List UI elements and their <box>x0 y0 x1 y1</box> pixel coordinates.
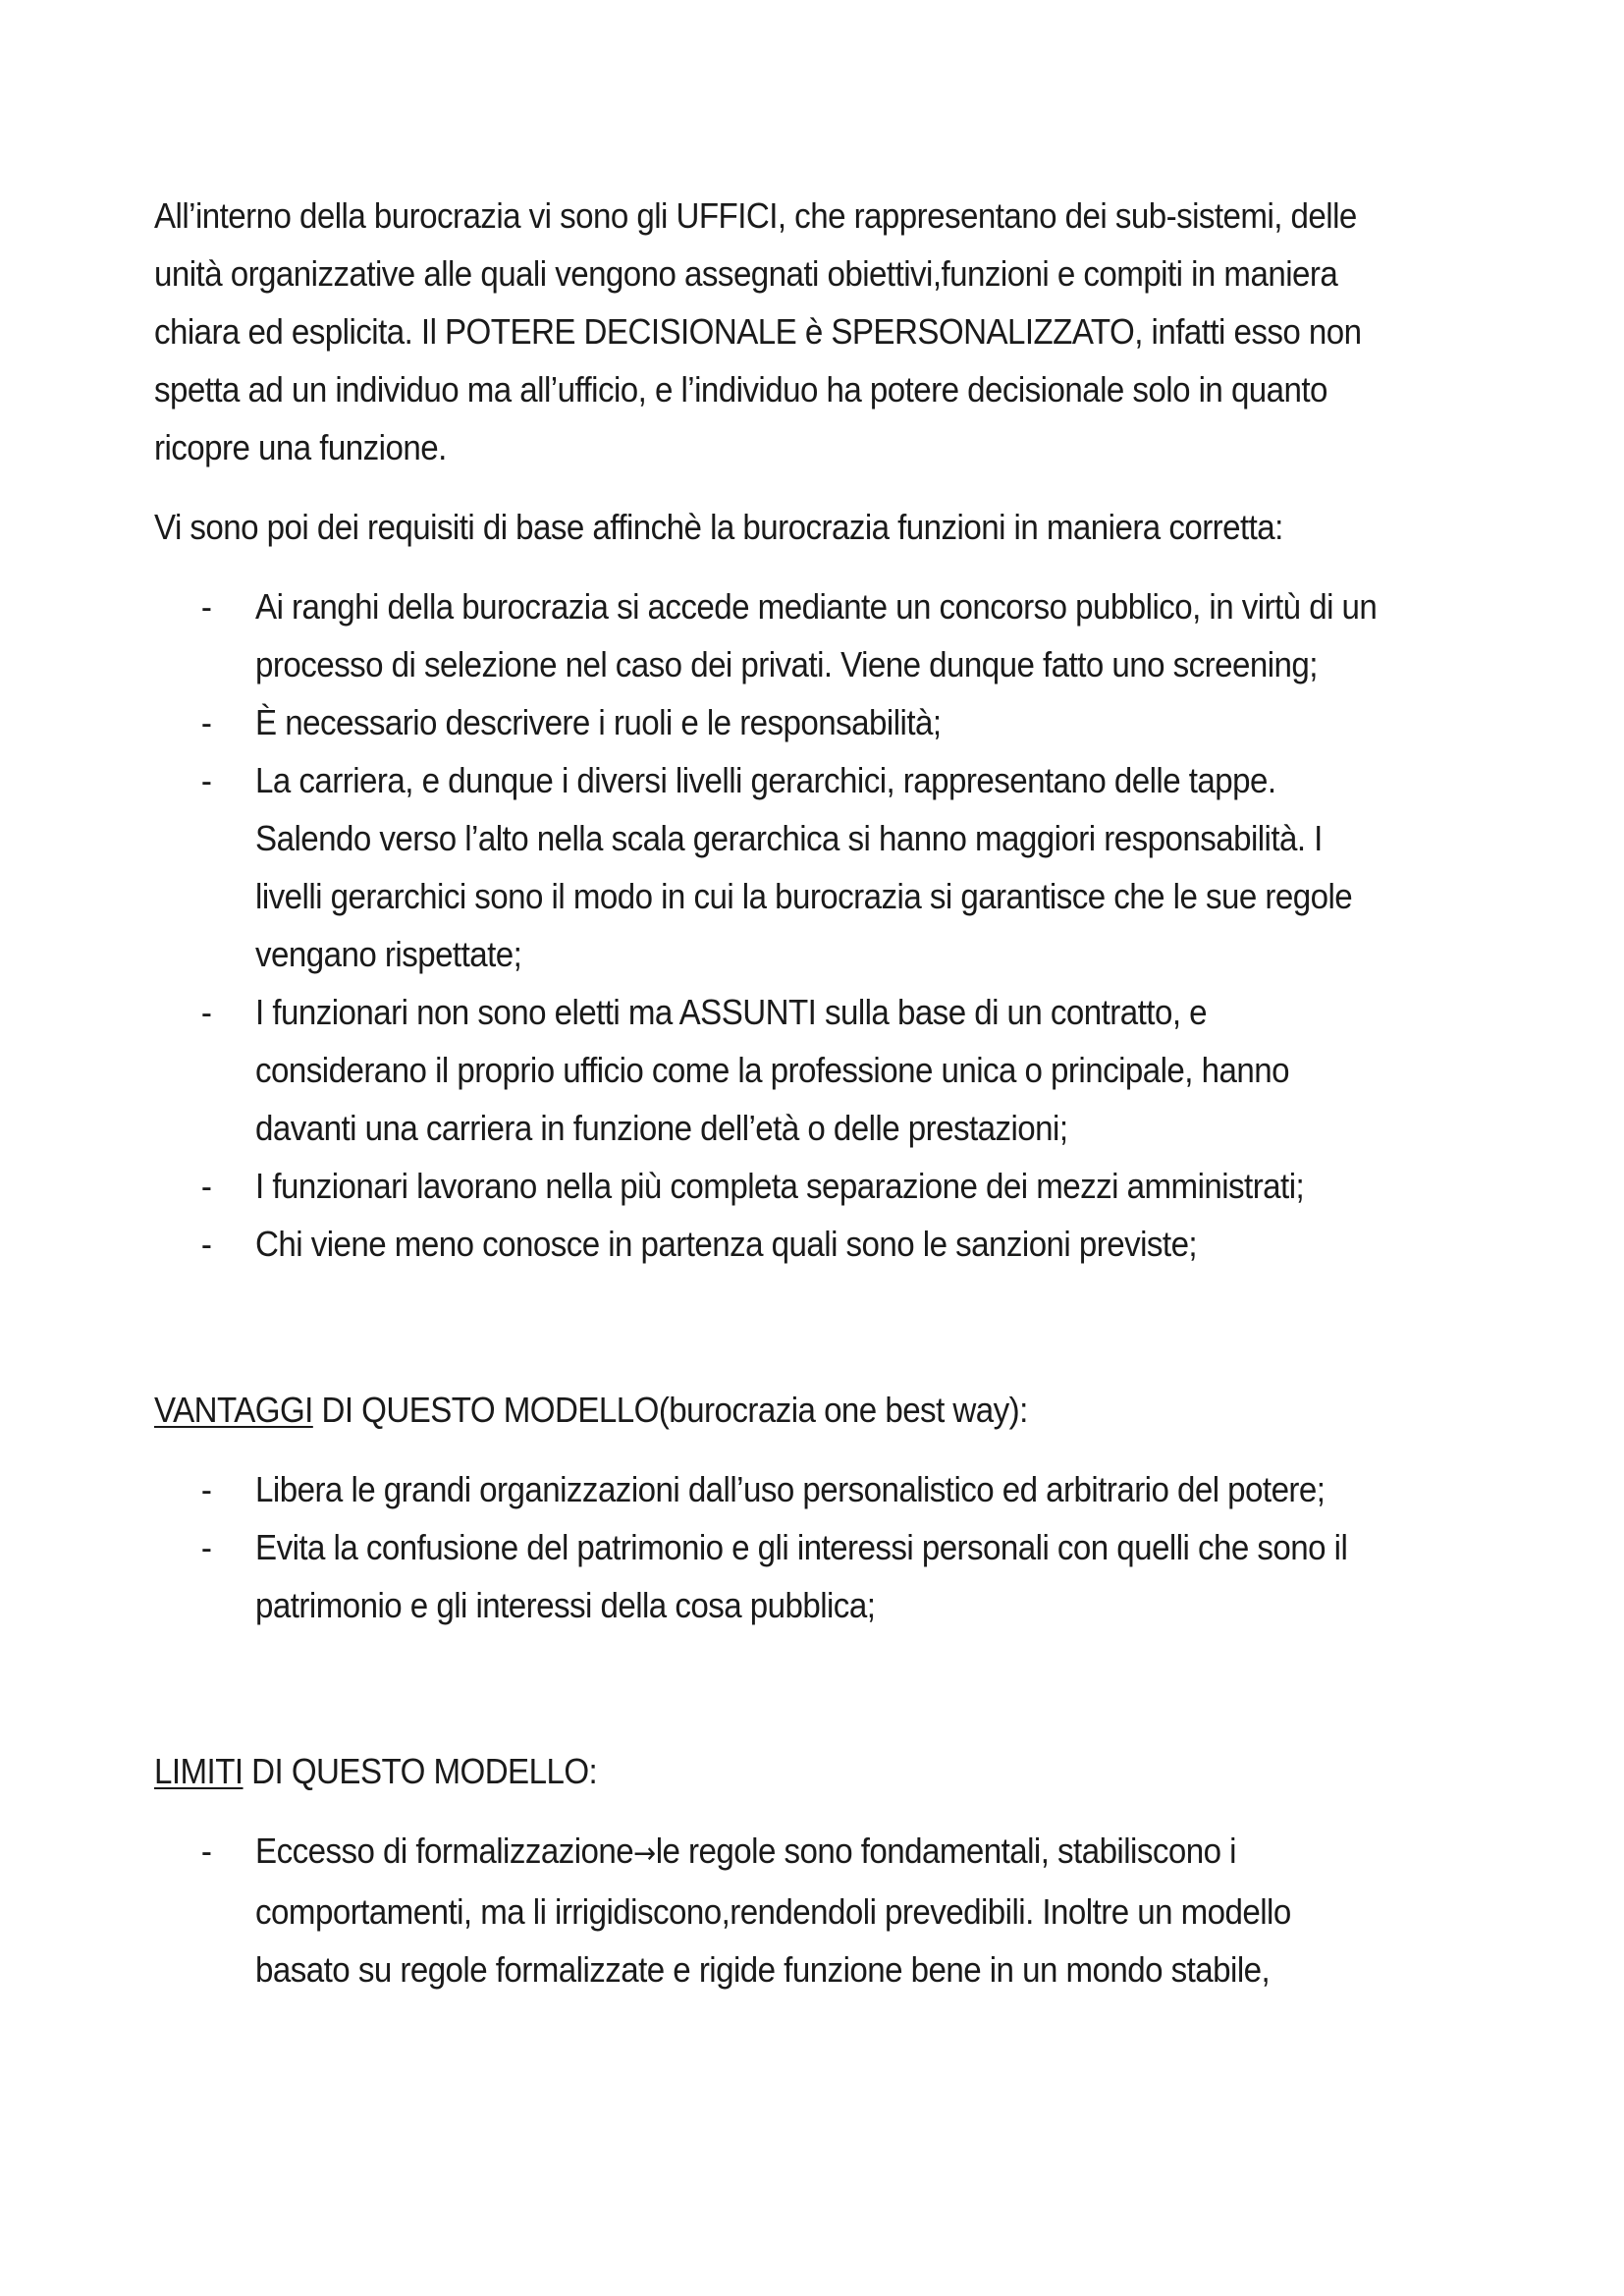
limits-heading <box>154 1742 1382 1800</box>
list-item <box>154 693 1382 751</box>
advantages-heading <box>154 1381 1382 1439</box>
list-item-text: Ai ranghi della burocrazia si accede mediante un concorso pubblico, in virtù di un processo di selezione nel caso dei privati. Viene dunque fatto uno screening; <box>255 586 1378 684</box>
list-item-text: I funzionari non sono eletti ma ASSUNTI sulla base di un contratto, e considerano il proprio ufficio come la professione unica o principale, hanno davanti una carriera in funzione dell’età o delle prestazioni; <box>255 992 1289 1148</box>
advantages-heading-keyword: VANTAGGI <box>154 1390 313 1430</box>
list-item-text: Libera le grandi organizzazioni dall’uso personalistico ed arbitrario del potere; <box>255 1469 1326 1509</box>
requirements-intro: Vi sono poi dei requisiti di base affinchè la burocrazia funzioni in maniera corretta: <box>154 507 1283 547</box>
advantages-list <box>154 1460 1382 1634</box>
list-item-text: È necessario descrivere i ruoli e le responsabilità; <box>255 702 942 742</box>
list-dash: - <box>200 1469 212 1509</box>
advantages-heading-rest: DI QUESTO MODELLO(burocrazia one best way): <box>312 1390 1028 1430</box>
list-item-text: Evita la confusione del patrimonio e gli interessi personali con quelli che sono il patrimonio e gli interessi della cosa pubblica; <box>255 1527 1348 1625</box>
list-item-text: le regole sono fondamentali, stabiliscono i comportamenti, ma li irrigidiscono,rendendoli prevedibili. Inoltre un modello basato su regole formalizzate e rigide funzione bene in un mondo stabile, <box>255 1831 1291 1990</box>
list-item <box>154 1518 1382 1634</box>
list-dash: - <box>200 1831 212 1871</box>
list-item-lead: Eccesso di formalizzazione <box>255 1831 634 1871</box>
list-item <box>154 577 1382 693</box>
intro-paragraph: All’interno della burocrazia vi sono gli UFFICI, che rappresentano dei sub-sistemi, delle unità organizzative alle quali vengono assegnati obiettivi,funzioni e compiti in maniera chiara ed esplicita. Il POTERE DECISIONALE è SPERSONALIZZATO, infatti esso non spetta ad un individuo ma all’ufficio, e l’individuo ha potere decisionale solo in quanto ricopre una funzione. <box>154 195 1362 467</box>
list-item <box>154 1157 1382 1215</box>
document-page <box>154 187 1382 1998</box>
limits-list <box>154 1822 1382 1998</box>
list-dash: - <box>200 760 212 800</box>
limits-heading-rest: DI QUESTO MODELLO: <box>243 1751 598 1791</box>
list-item-text: La carriera, e dunque i diversi livelli gerarchici, rappresentano delle tappe. Salendo verso l’alto nella scala gerarchica si hanno maggiori responsabilità. I livelli gerarchici sono il modo in cui la burocrazia si garantisce che le sue regole vengano rispettate; <box>255 760 1353 974</box>
list-item-text: Chi viene meno conosce in partenza quali sono le sanzioni previste; <box>255 1224 1198 1264</box>
list-item <box>154 1822 1382 1998</box>
list-dash: - <box>200 1527 212 1567</box>
list-dash: - <box>200 1166 212 1206</box>
list-item <box>154 983 1382 1157</box>
list-item <box>154 1215 1382 1273</box>
list-dash: - <box>200 992 212 1032</box>
list-dash: - <box>200 586 212 627</box>
limits-heading-keyword: LIMITI <box>154 1751 244 1791</box>
list-dash: - <box>200 702 212 742</box>
list-item <box>154 751 1382 983</box>
list-item <box>154 1460 1382 1518</box>
requirements-list <box>154 577 1382 1273</box>
list-dash: - <box>200 1224 212 1264</box>
right-arrow-icon: → <box>633 1836 656 1871</box>
list-item-text: I funzionari lavorano nella più completa separazione dei mezzi amministrati; <box>255 1166 1305 1206</box>
